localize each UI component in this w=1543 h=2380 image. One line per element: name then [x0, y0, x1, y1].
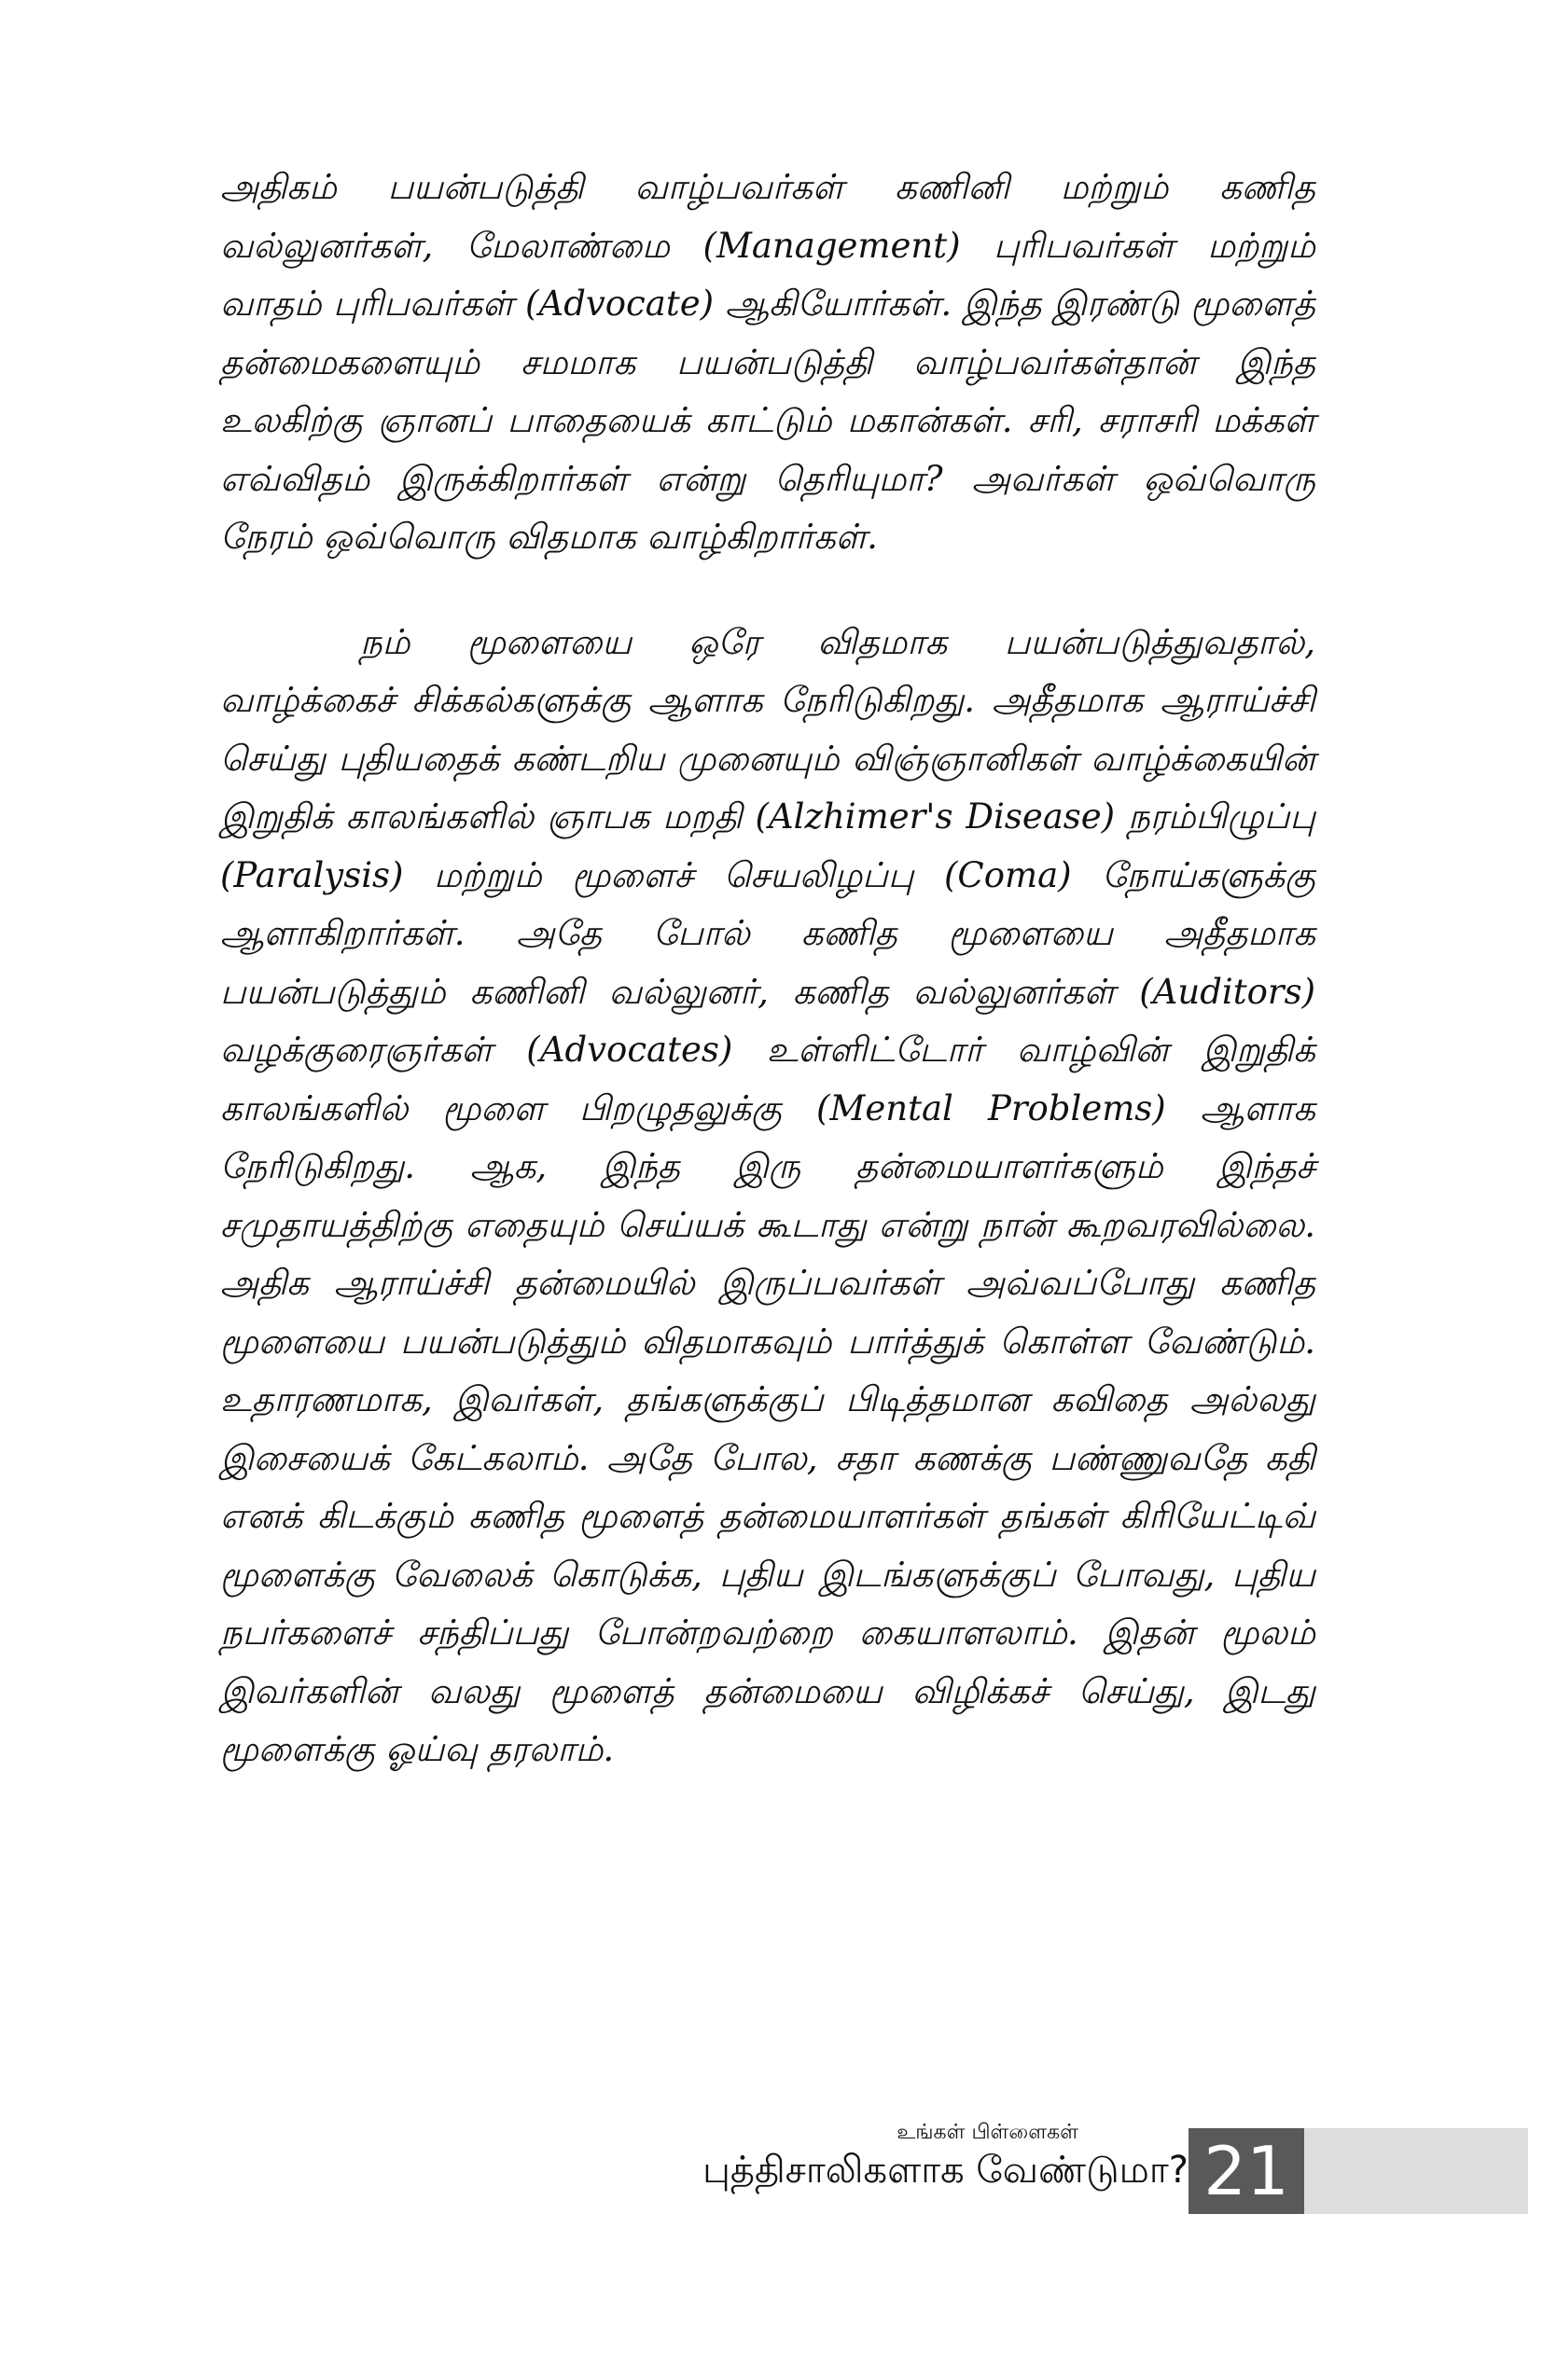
page-body — [220, 159, 1315, 1779]
page-footer — [0, 2110, 1543, 2221]
page-number: 21 — [1189, 2128, 1304, 2214]
book-subtitle: உங்கள் பிள்ளைகள் — [897, 2121, 1078, 2144]
paragraph-2: நம் மூளையை ஒரே விதமாக பயன்படுத்துவதால், வாழ்க்கைச் சிக்கல்களுக்கு ஆளாக நேரிடுகிறது. அதீதமாக ஆராய்ச்சி செய்து புதியதைக் கண்டறிய முனையும் விஞ்ஞானிகள் வாழ்க்கையின் இறுதிக் காலங்களில் ஞாபக மறதி (Alzhimer's Disease) நரம்பிழுப்பு (Paralysis) மற்றும் மூளைச் செயலிழப்பு (Coma) நோய்களுக்கு ஆளாகிறார்கள். அதே போல் கணித மூளையை அதீதமாக பயன்படுத்தும் கணினி வல்லுனர், கணித வல்லுனர்கள் (Auditors) வழக்குரைஞர்கள் (Advocates) உள்ளிட்டோர் வாழ்வின் இறுதிக் காலங்களில் மூளை பிறழுதலுக்கு (Mental Problems) ஆளாக நேரிடுகிறது. ஆக, இந்த இரு தன்மையாளர்களும் இந்தச் சமுதாயத்திற்கு எதையும் செய்யக் கூடாது என்று நான் கூறவரவில்லை. அதிக ஆராய்ச்சி தன்மையில் இருப்பவர்கள் அவ்வப்போது கணித மூளையை பயன்படுத்தும் விதமாகவும் பார்த்துக் கொள்ள வேண்டும். உதாரணமாக, இவர்கள், தங்களுக்குப் பிடித்தமான கவிதை அல்லது இசையைக் கேட்கலாம். அதே போல, சதா கணக்கு பண்ணுவதே கதி எனக் கிடக்கும் கணித மூளைத் தன்மையாளர்கள் தங்கள் கிரியேட்டிவ் மூளைக்கு வேலைக் கொடுக்க, புதிய இடங்களுக்குப் போவது, புதிய நபர்களைச் சந்திப்பது போன்றவற்றை கையாளலாம். இதன் மூலம் இவர்களின் வலது மூளைத் தன்மையை விழிக்கச் செய்து, இடது மூளைக்கு ஓய்வு தரலாம். — [220, 621, 1315, 1769]
book-title: புத்திசாலிகளாக வேண்டுமா? — [702, 2149, 1189, 2192]
page-number-bar — [1304, 2128, 1528, 2214]
book-title-block — [702, 2119, 1189, 2193]
paragraph-1: அதிகம் பயன்படுத்தி வாழ்பவர்கள் கணினி மற்றும் கணித வல்லுனர்கள், மேலாண்மை (Management) புரிபவர்கள் மற்றும் வாதம் புரிபவர்கள் (Advocate) ஆகியோர்கள். இந்த இரண்டு மூளைத் தன்மைகளையும் சமமாக பயன்படுத்தி வாழ்பவர்கள்தான் இந்த உலகிற்கு ஞானப் பாதையைக் காட்டும் மகான்கள். சரி, சராசரி மக்கள் எவ்விதம் இருக்கிறார்கள் என்று தெரியுமா? அவர்கள் ஒவ்வொரு நேரம் ஒவ்வொரு விதமாக வாழ்கிறார்கள். — [220, 167, 1315, 557]
